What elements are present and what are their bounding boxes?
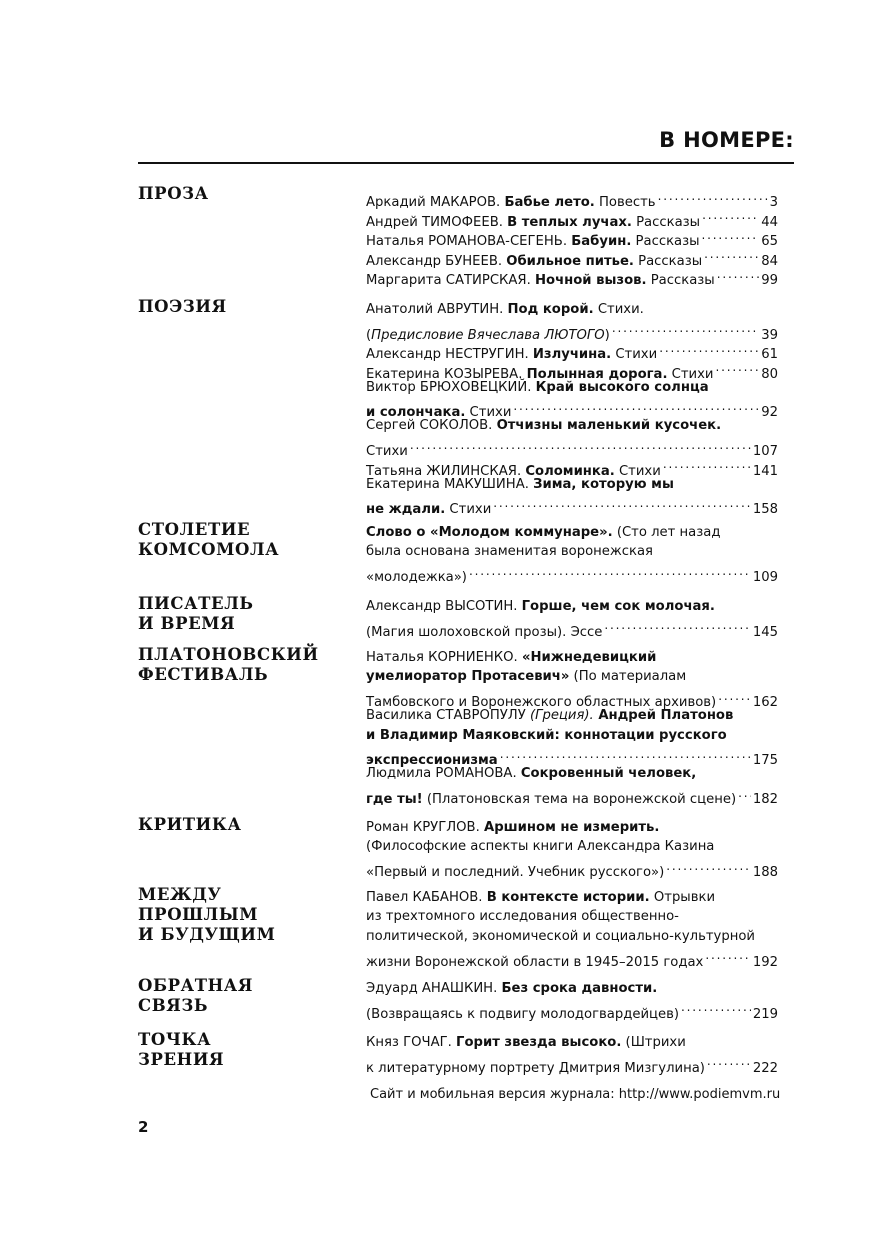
section-entries <box>366 300 778 518</box>
entry-title: Аршином не измерить. <box>484 820 660 835</box>
leader-dots <box>659 339 759 358</box>
toc-line <box>366 1052 778 1076</box>
toc-line <box>366 455 778 479</box>
entry-page-number: 175 <box>752 753 778 769</box>
toc-line-text <box>366 300 644 319</box>
entry-page-number: 84 <box>761 253 778 269</box>
section-label-line: КРИТИКА <box>138 815 242 834</box>
toc-line <box>366 206 778 230</box>
entry-text: «молодежка») <box>366 570 467 586</box>
entry-title: Слово о «Молодом коммунаре». <box>366 525 613 540</box>
toc-line <box>366 436 778 460</box>
section-entries <box>366 523 778 586</box>
section-entries <box>366 888 778 970</box>
section-label <box>138 520 348 560</box>
toc-line-text <box>366 500 491 519</box>
leader-dots <box>469 562 751 581</box>
toc-line <box>366 523 778 542</box>
toc-line-text <box>366 790 736 809</box>
toc-line <box>366 907 778 926</box>
entry-text: Виктор БРЮХОВЕЦКИЙ. <box>366 379 536 395</box>
contents-title: В НОМЕРЕ: <box>659 128 794 152</box>
entry-title: Край высокого солнца <box>535 379 709 395</box>
section-label-line: ФЕСТИВАЛЬ <box>138 665 269 684</box>
entry-title: и солончака. <box>366 405 466 421</box>
toc-line <box>366 979 778 998</box>
entry-page-number: 107 <box>752 444 778 460</box>
entry-text: Рассказы <box>633 253 703 269</box>
toc-line-text <box>366 953 703 972</box>
toc-line-text <box>366 597 715 616</box>
toc-line <box>366 358 778 382</box>
entry-text: Александр НЕСТРУГИН. <box>366 347 533 363</box>
entry-page-number: 65 <box>761 234 778 250</box>
entry-text: ) <box>604 327 610 343</box>
toc-line <box>366 1033 778 1052</box>
entry-page-number: 219 <box>752 1006 778 1022</box>
section-label-line: ПОЭЗИЯ <box>138 297 227 316</box>
toc-line-text <box>366 907 679 926</box>
entry-title: Горит звезда высоко. <box>456 1035 622 1050</box>
entry-text: (По материалам <box>569 669 687 685</box>
leader-dots <box>705 946 750 965</box>
toc-line <box>366 378 778 397</box>
section-label <box>138 976 348 1016</box>
section-entries <box>366 187 778 288</box>
toc-line-text <box>366 667 686 686</box>
section-label-line: ТОЧКА <box>138 1030 212 1049</box>
toc-line-text <box>366 818 659 837</box>
entry-page-number: 182 <box>752 792 778 808</box>
entry-title: и Владимир Маяковский: коннотации русского <box>366 727 727 743</box>
entry-text: Татьяна ЖИЛИНСКАЯ. <box>366 463 526 479</box>
entry-text: Стихи <box>445 502 492 518</box>
section-label-line: И ВРЕМЯ <box>138 614 236 633</box>
leader-dots <box>612 319 759 338</box>
section-label <box>138 885 348 945</box>
toc-line-text <box>366 837 714 856</box>
entry-page-number: 109 <box>752 570 778 586</box>
entry-text: Роман КРУГЛОВ. <box>366 820 484 835</box>
entry-text: Наталья КОРНИЕНКО. <box>366 650 522 665</box>
toc-line <box>366 397 778 421</box>
entry-text: (Философские аспекты книги Александра Казина <box>366 839 715 855</box>
entry-text: Екатерина КОЗЫРЕВА. <box>366 366 527 382</box>
entry-text: Стихи <box>611 347 658 363</box>
section-label-line: ПРОШЛЫМ <box>138 905 259 924</box>
entry-title: Бабье лето. <box>504 195 595 211</box>
entry-text: Стихи. <box>593 302 644 317</box>
toc-line <box>366 226 778 250</box>
toc-line <box>366 998 778 1022</box>
leader-dots <box>704 245 759 264</box>
leader-dots <box>410 436 751 455</box>
entry-text: Рассказы <box>631 234 700 250</box>
entry-text: Стихи <box>667 366 714 382</box>
entry-text: Маргарита САТИРСКАЯ. <box>366 272 535 288</box>
toc-line <box>366 300 778 319</box>
entry-text: Стихи <box>366 444 408 460</box>
leader-dots <box>702 226 760 245</box>
entry-title: В контексте истории. <box>486 890 650 905</box>
entry-text: Отрывки <box>649 890 716 905</box>
section-label <box>138 645 348 685</box>
section-label <box>138 184 348 204</box>
toc-line <box>366 784 778 808</box>
toc-line-text <box>366 979 657 998</box>
toc-line <box>366 648 778 667</box>
toc-line <box>366 562 778 586</box>
entry-page-number: 222 <box>752 1060 778 1076</box>
leader-dots <box>716 358 760 377</box>
toc-line <box>366 745 778 769</box>
entry-title: умелиоратор Протасевич» <box>366 669 570 685</box>
entry-text: Андрей ТИМОФЕЕВ. <box>366 214 508 230</box>
entry-text: Эдуард АНАШКИН. <box>366 981 502 996</box>
toc-line <box>366 857 778 881</box>
entry-title: Соломинка. <box>525 463 615 479</box>
contents-header <box>138 128 794 168</box>
section-label <box>138 297 348 317</box>
toc-line <box>366 475 778 494</box>
leader-dots <box>666 857 751 876</box>
toc-line <box>366 245 778 269</box>
entry-title: Андрей Платонов <box>593 708 734 724</box>
toc-line <box>366 616 778 640</box>
section-label <box>138 815 348 835</box>
entry-title: Излучина. <box>532 347 612 363</box>
toc-line <box>366 888 778 907</box>
entry-page-number: 192 <box>752 954 778 970</box>
entry-title: Отчизны маленький кусочек. <box>496 418 722 434</box>
leader-dots <box>717 265 760 284</box>
entry-page-number: 99 <box>761 272 778 288</box>
toc-line-text <box>366 623 602 642</box>
section-label-line: И БУДУЩИМ <box>138 925 276 944</box>
entry-text: жизни Воронежской области в 1945–2015 годах <box>366 954 704 970</box>
toc-line-text <box>366 271 715 290</box>
section-label <box>138 594 348 634</box>
toc-line <box>366 667 778 686</box>
toc-line <box>366 597 778 616</box>
entry-title: «Нижнедевицкий <box>521 650 657 665</box>
entry-text: (Возвращаясь к подвигу молодогвардейцев) <box>366 1006 680 1022</box>
leader-dots <box>663 455 751 474</box>
toc-line-text <box>366 1059 705 1078</box>
entry-text: (Платоновская тема на воронежской сцене) <box>422 792 737 808</box>
entry-title: Обильное питье. <box>506 253 634 269</box>
entry-text: Людмила РОМАНОВА. <box>366 766 521 782</box>
header-rule <box>138 162 794 164</box>
toc-line-text <box>366 706 733 725</box>
leader-dots <box>718 687 751 706</box>
entry-title: Без срока давности. <box>501 981 658 996</box>
entry-page-number: 61 <box>761 347 778 363</box>
toc-line-text <box>366 568 467 587</box>
section-entries <box>366 648 778 808</box>
entry-text: Александр ВЫСОТИН. <box>366 599 522 614</box>
toc-line-text <box>366 542 653 561</box>
entry-text: Стихи <box>465 405 512 421</box>
entry-page-number: 141 <box>752 463 778 479</box>
entry-text: Тамбовского и Воронежского областных архивов) <box>366 695 717 711</box>
toc-line <box>366 818 778 837</box>
entry-text: (Штрихи <box>621 1035 686 1050</box>
toc-line <box>366 542 778 561</box>
toc-line <box>366 339 778 363</box>
entry-page-number: 188 <box>752 865 778 881</box>
entry-page-number: 162 <box>752 695 778 711</box>
toc-line <box>366 706 778 725</box>
section-entries <box>366 818 778 881</box>
toc-line <box>366 265 778 288</box>
section-label-line: СТОЛЕТИЕ <box>138 520 251 539</box>
entry-text: Стихи <box>614 463 661 479</box>
toc-line-text <box>366 726 727 745</box>
entry-title: Полынная дорога. <box>526 366 668 382</box>
entry-text: Повесть <box>594 195 656 211</box>
toc-line-text <box>366 927 755 946</box>
toc-line <box>366 946 778 970</box>
entry-text: Рассказы <box>631 214 701 230</box>
entry-page-number: 39 <box>761 327 778 343</box>
section-label-line: КОМСОМОЛА <box>138 540 280 559</box>
toc-line-text <box>366 1033 686 1052</box>
entry-text: Павел КАБАНОВ. <box>366 890 487 905</box>
toc-line-text <box>366 863 664 882</box>
entry-text: (Магия шолоховской прозы). Эссе <box>366 624 603 640</box>
leader-dots <box>513 397 759 416</box>
section-label-line: СВЯЗЬ <box>138 996 209 1015</box>
entry-title: В теплых лучах. <box>507 214 632 230</box>
toc-line <box>366 764 778 783</box>
entry-page-number: 92 <box>761 405 778 421</box>
entry-title: Зима, которую мы <box>533 476 674 492</box>
entry-text: Наталья РОМАНОВА-СЕГЕНЬ. <box>366 234 572 250</box>
toc-line-text <box>366 378 709 397</box>
toc-line <box>366 837 778 856</box>
entry-title: Бабуин. <box>571 234 632 250</box>
site-note: Сайт и мобильная версия журнала: http://www.podiemvm.ru <box>370 1087 781 1102</box>
toc-line-text <box>366 888 715 907</box>
entry-title: где ты! <box>366 792 423 808</box>
leader-dots <box>500 745 751 764</box>
entry-text: (Сто лет назад <box>612 525 721 540</box>
entry-text: Рассказы <box>646 272 715 288</box>
section-label <box>138 1030 348 1070</box>
toc-line <box>366 927 778 946</box>
entry-italic: Предисловие Вячеслава ЛЮТОГО <box>371 327 605 343</box>
entry-text: Аркадий МАКАРОВ. <box>366 195 505 211</box>
entry-page-number: 3 <box>769 195 778 211</box>
entry-text: Василика СТАВРОПУЛУ <box>366 708 530 724</box>
toc-line <box>366 319 778 343</box>
leader-dots <box>604 616 750 635</box>
entry-page-number: 158 <box>752 502 778 518</box>
leader-dots <box>681 998 751 1017</box>
entry-title: экспрессионизма <box>366 753 498 769</box>
toc-line <box>366 494 778 518</box>
entry-text: ( <box>366 327 372 343</box>
entry-title: Сокровенный человек, <box>520 766 697 782</box>
page-number: 2 <box>138 1118 149 1136</box>
leader-dots <box>707 1052 751 1071</box>
entry-text: Александр БУНЕЕВ. <box>366 253 507 269</box>
toc-line <box>366 687 778 711</box>
section-label-line: ЗРЕНИЯ <box>138 1050 225 1069</box>
toc-line-text <box>366 764 696 783</box>
entry-title: Горше, чем сок молочая. <box>521 599 715 614</box>
toc-line <box>366 187 778 211</box>
entry-text: была основана знаменитая воронежская <box>366 544 653 560</box>
section-label-line: ПРОЗА <box>138 184 209 203</box>
entry-title: Ночной вызов. <box>534 272 647 288</box>
toc-line <box>366 416 778 435</box>
entry-text: политической, экономической и социально-культурной <box>366 928 755 944</box>
entry-title: не ждали. <box>366 502 446 518</box>
toc-line-text <box>366 475 674 494</box>
entry-page-number: 44 <box>761 214 778 230</box>
entry-text: Анатолий АВРУТИН. <box>366 302 508 317</box>
entry-page-number: 145 <box>752 624 778 640</box>
entry-text: «Первый и последний. Учебник русского») <box>366 865 665 881</box>
section-label-line: ПЛАТОНОВСКИЙ <box>138 645 319 664</box>
section-label-line: ПИСАТЕЛЬ <box>138 594 254 613</box>
leader-dots <box>738 784 751 803</box>
toc-line <box>366 726 778 745</box>
entry-text: Княз ГОЧАГ. <box>366 1035 457 1050</box>
section-entries <box>366 597 778 640</box>
toc-line-text <box>366 1005 679 1024</box>
entry-page-number: 80 <box>761 366 778 382</box>
section-entries <box>366 979 778 1022</box>
entry-text: Сергей СОКОЛОВ. <box>366 418 497 434</box>
leader-dots <box>658 187 768 206</box>
entry-title: Под корой. <box>507 302 594 317</box>
entry-italic: (Греция). <box>529 708 594 724</box>
entry-text: из трехтомного исследования общественно- <box>366 909 679 925</box>
leader-dots <box>493 494 751 513</box>
leader-dots <box>702 206 759 225</box>
section-label-line: МЕЖДУ <box>138 885 222 904</box>
section-entries <box>366 1033 778 1076</box>
entry-text: Екатерина МАКУШИНА. <box>366 476 534 492</box>
toc-line-text <box>366 416 721 435</box>
section-label-line: ОБРАТНАЯ <box>138 976 253 995</box>
toc-line-text <box>366 523 720 542</box>
entry-text: к литературному портрету Дмитрия Мизгулина) <box>366 1060 705 1076</box>
toc-line-text <box>366 648 656 667</box>
